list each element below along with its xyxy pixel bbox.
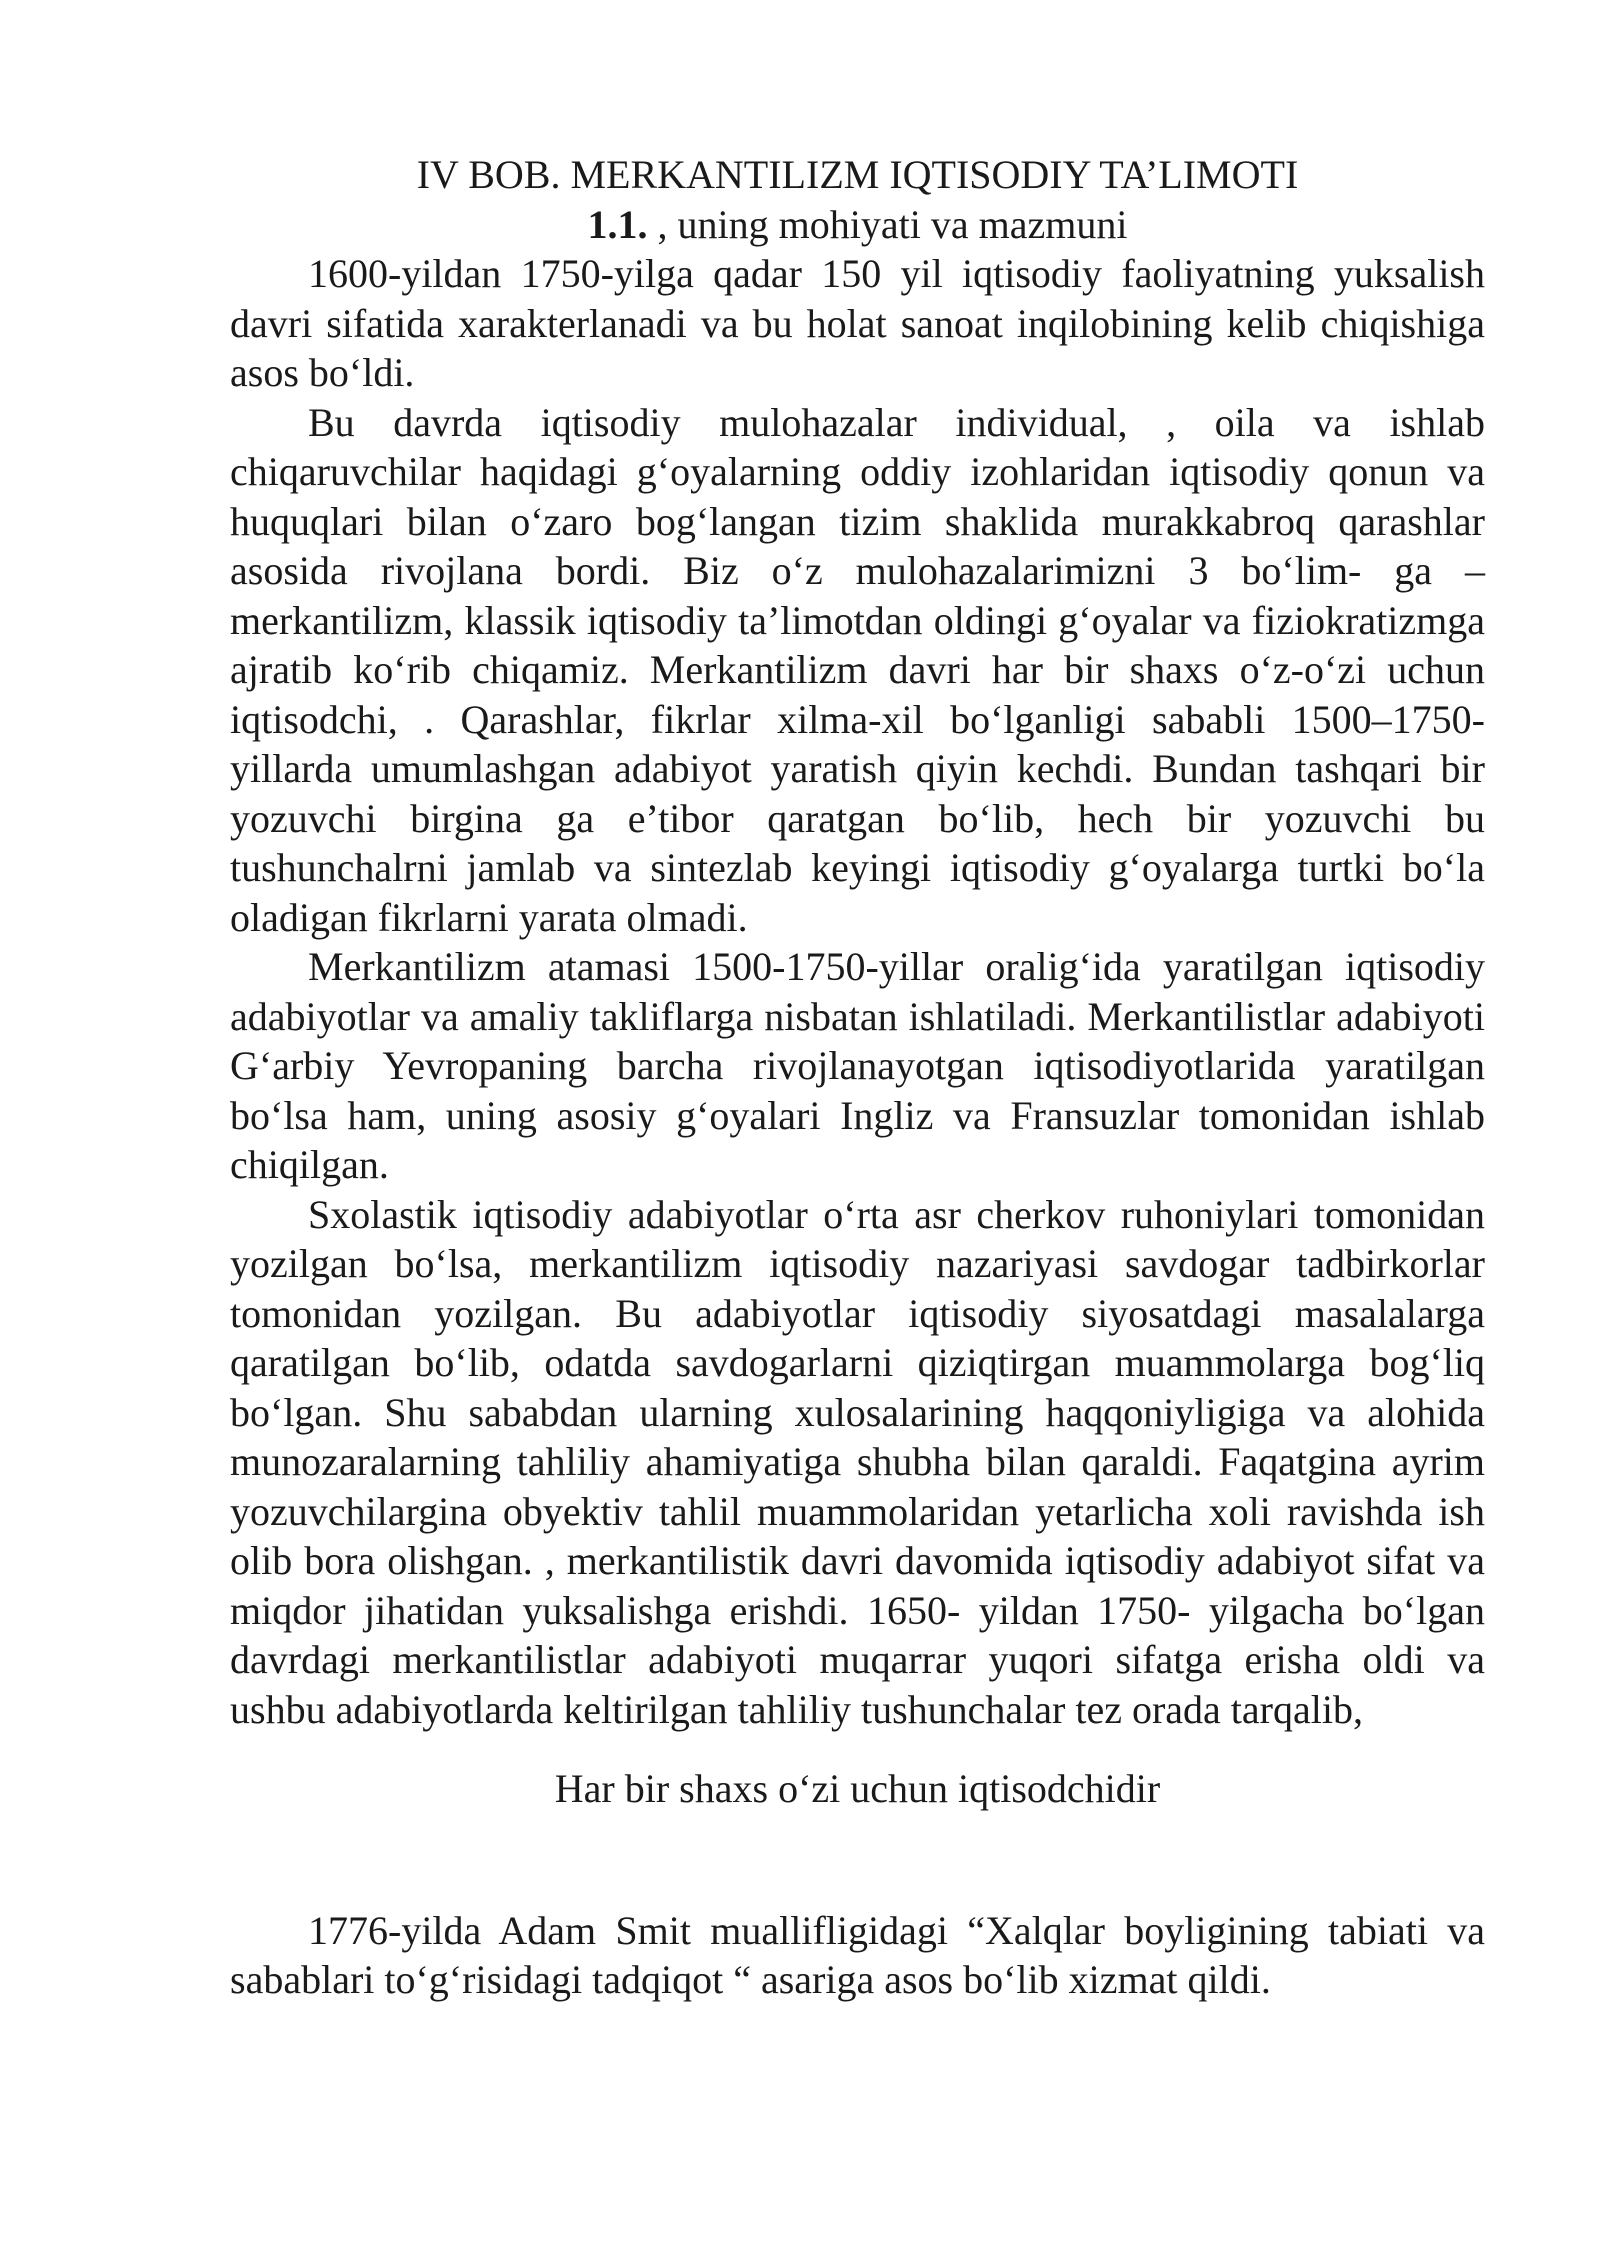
final-paragraph: 1776-yilda Adam Smit muallifligidagi “Xalqlar boyligining tabiati va sabablari to‘g‘risidagi tadqiqot “ asariga asos bo‘lib xizmat qildi. — [230, 1907, 1485, 2002]
chapter-title: IV BOB. MERKANTILIZM IQTISODIY TA’LIMOTI — [416, 152, 1299, 197]
document-page — [230, 150, 1485, 2005]
paragraph-3: Merkantilizm atamasi 1500-1750-yillar oralig‘ida yaratilgan iqtisodiy adabiyotlar va amaliy takliflarga nisbatan ishlatiladi. Merkantilistlar adabiyoti G‘arbiy Yevropaning barcha rivojlanayotgan iqtisodiyotlarida yaratilgan bo‘lsa ham, uning asosiy g‘oyalari Ingliz va Fransuzlar tomonidan ishlab chiqilgan. — [230, 944, 1485, 1187]
section-number: 1.1. — [587, 201, 648, 247]
section-title — [230, 200, 1485, 250]
spacer — [230, 1814, 1485, 1906]
section-title-text: , uning mohiyati va mazmuni — [647, 201, 1128, 247]
paragraph-4: Sxolastik iqtisodiy adabiyotlar o‘rta asr cherkov ruhoniylari tomonidan yozilgan bo‘lsa, merkantilizm iqtisodiy nazariyasi savdogar tadbirkorlar tomonidan yozilgan. Bu adabiyotlar iqtisodiy siyosatdagi masalalarga qaratilgan bo‘lib, odatda savdogarlarni qiziqtirgan muammolarga bog‘liq bo‘lgan. Shu sababdan ularning xulosalarining haqqoniyligiga va alohida munozaralarning tahliliy ahamiyatiga shubha bilan qaraldi. Faqatgina ayrim yozuvchilargina obyektiv tahlil muammolaridan yetarlicha xoli ravishda ish olib bora olishgan. , merkantilistik davri davomida iqtisodiy adabiyot sifat va miqdor jihatidan yuksalishga erishdi. 1650- yildan 1750- yilgacha bo‘lgan davrdagi merkantilistlar adabiyoti muqarrar yuqori sifatga erisha oldi va ushbu adabiyotlarda keltirilgan tahliliy tushunchalar tez orada tarqalib, — [230, 1191, 1485, 1732]
centered-line: Har bir shaxs o‘zi uchun iqtisodchidir — [554, 1766, 1161, 1811]
paragraph-2: Bu davrda iqtisodiy mulohazalar individual, , oila va ishlab chiqaruvchilar haqidagi g‘oyalarning oddiy izohlaridan iqtisodiy qonun va huquqlari bilan o‘zaro bog‘langan tizim shaklida murakkabroq qarashlar asosida rivojlana bordi. Biz o‘z mulohazalarimizni 3 bo‘lim- ga – merkantilizm, klassik iqtisodiy ta’limotdan oldingi g‘oyalar va fiziokratizmga ajratib ko‘rib chiqamiz. Merkantilizm davri har bir shaxs o‘z-o‘zi uchun iqtisodchi, . Qarashlar, fikrlar xilma-xil bo‘lganligi sababli 1500–1750-yillarda umumlashgan adabiyot yaratish qiyin kechdi. Bundan tashqari bir yozuvchi birgina ga e’tibor qaratgan bo‘lib, hech bir yozuvchi bu tushunchalrni jamlab va sintezlab keyingi iqtisodiy g‘oyalarga turtki bo‘la oladigan fikrlarni yarata olmadi. — [230, 399, 1485, 940]
spacer — [230, 1734, 1485, 1764]
paragraph-1: 1600-yildan 1750-yilga qadar 150 yil iqtisodiy faoliyatning yuksalish davri sifatida xarakterlanadi va bu holat sanoat inqilobining kelib chiqishiga asos bo‘ldi. — [230, 251, 1485, 395]
